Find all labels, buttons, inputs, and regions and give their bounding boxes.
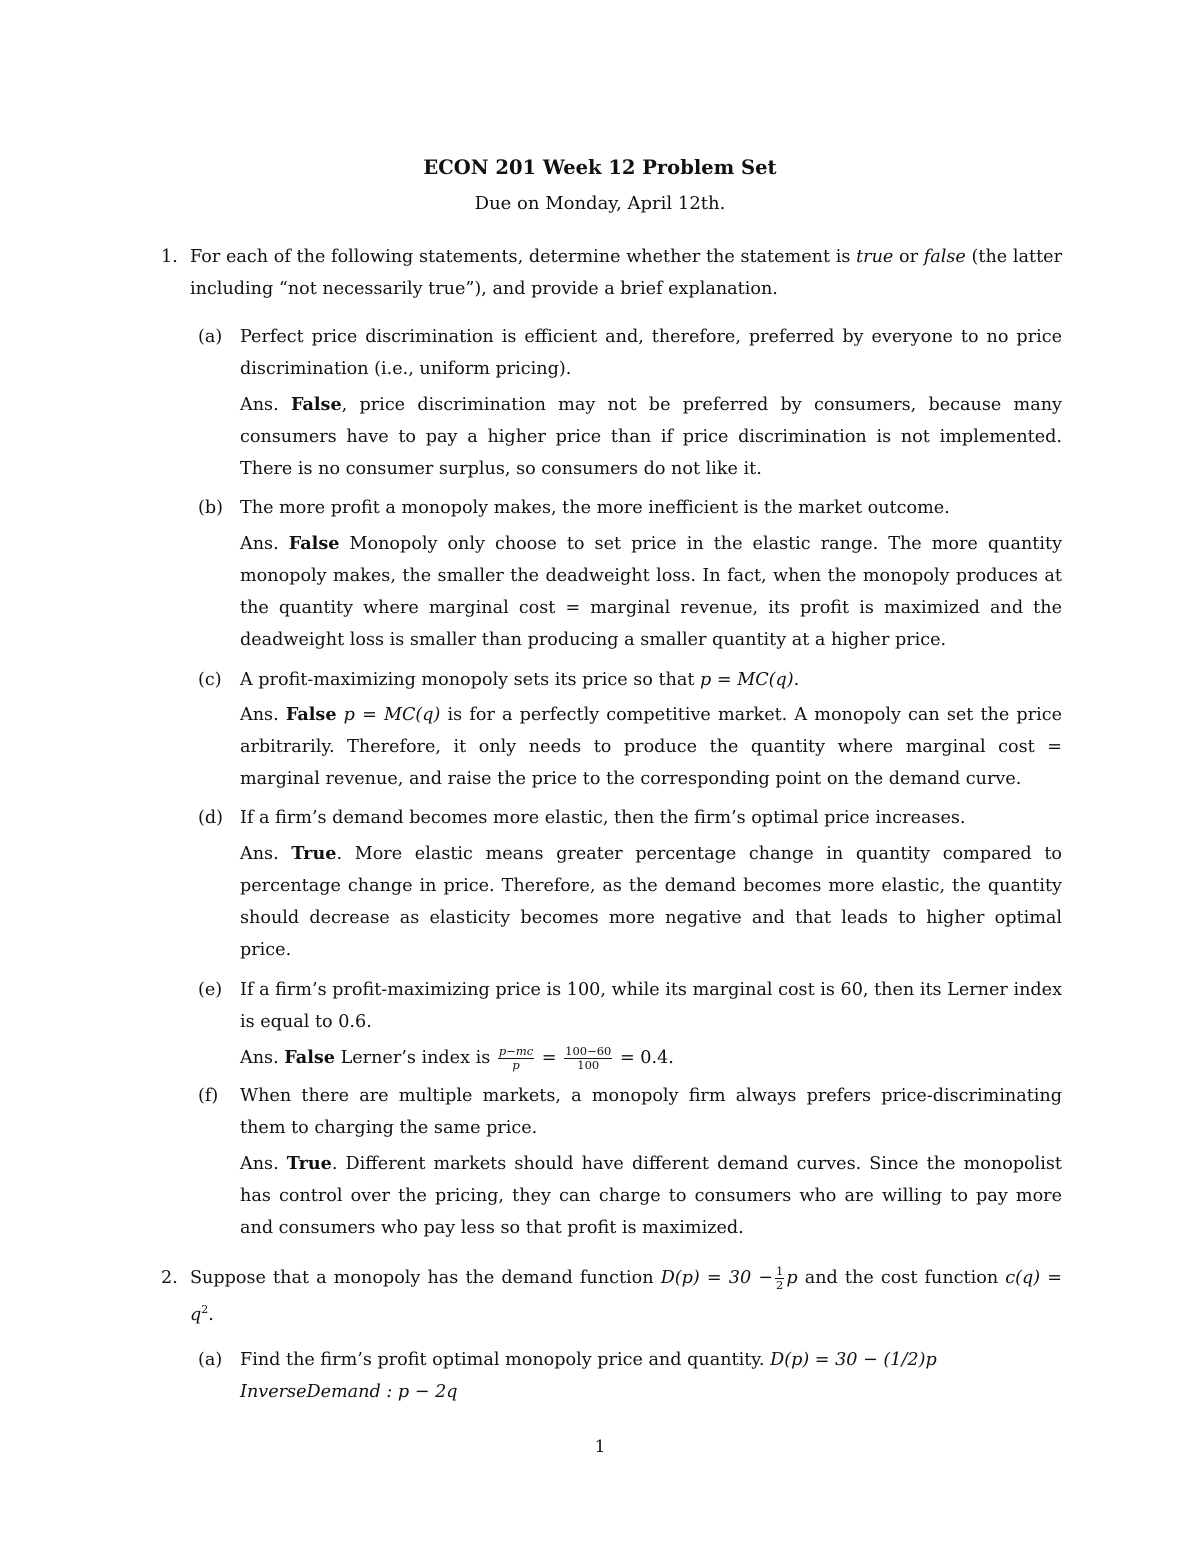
part-f-statement: When there are multiple markets, a monopoly firm always prefers price-discriminating them to charging the same price. xyxy=(240,1086,1062,1138)
part-a-statement: Perfect price discrimination is efficient and, therefore, preferred by everyone to no price discrimination (i.e., uniform pricing). xyxy=(240,327,1062,379)
part-label: (a) xyxy=(198,327,223,347)
part-e-statement: If a firm’s profit-maximizing price is 100, while its marginal cost is 60, then its Lerner index is equal to 0.6. xyxy=(240,980,1062,1032)
part-e-answer: Ans. False Lerner’s index is $\frac{p-mc}{p}$ = $\frac{100-60}{100}$ = 0.4. xyxy=(240,1043,674,1072)
part-label: (b) xyxy=(198,498,223,518)
question-number: 1. xyxy=(161,247,178,267)
part-label: (f) xyxy=(198,1086,219,1106)
question-2-text: Suppose that a monopoly has the demand function D(p) = 30 − $\frac{1}{2}$ p and the cost function $c(q) = q^2$. xyxy=(190,1263,1062,1325)
part-c-statement: A profit-maximizing monopoly sets its price so that p = MC(q). xyxy=(240,670,800,690)
part-label: (e) xyxy=(198,980,223,1000)
page-number: 1 xyxy=(594,1437,606,1457)
part-b-statement: The more profit a monopoly makes, the more inefficient is the market outcome. xyxy=(240,498,950,518)
part-b-answer: Ans. False Monopoly only choose to set price in the elastic range. The more quantity monopoly makes, the smaller the deadweight loss. In fact, when the monopoly produces at the quantity where marginal cost = marginal revenue, its profit is maximized and the deadweight loss is smaller than producing a smaller quantity at a higher price. xyxy=(240,533,1063,650)
half-fraction: $\frac{1}{2}$ xyxy=(776,1263,784,1292)
q2-part-a-text: Find the firm’s profit optimal monopoly price and quantity. D(p) = 30 − (1/2)p xyxy=(240,1350,937,1370)
question-number: 2. xyxy=(161,1268,178,1288)
part-label: (d) xyxy=(198,808,223,828)
part-c-answer: Ans. False p = MC(q) is for a perfectly competitive market. A monopoly can set the price arbitrarily. Therefore, it only needs to produce the quantity where marginal cost = marginal revenue, and raise the price to the corresponding point on the demand curve. xyxy=(240,704,1062,789)
part-f-answer: Ans. True. Different markets should have different demand curves. Since the monopolist has control over the pricing, they can charge to consumers who are willing to pay more and consumers who pay less so that profit is maximized. xyxy=(240,1153,1063,1238)
part-label: (a) xyxy=(198,1350,223,1370)
q2-inverse-demand: InverseDemand : p − 2q xyxy=(240,1382,458,1402)
lerner-numeric-fraction: $\frac{100-60}{100}$ xyxy=(565,1043,612,1072)
question-1-text: For each of the following statements, determine whether the statement is true or false (the latter including “not necessarily true”), and provide a brief explanation. xyxy=(190,247,1062,299)
due-date: Due on Monday, April 12th. xyxy=(474,193,726,214)
page-title: ECON 201 Week 12 Problem Set xyxy=(423,156,777,179)
part-label: (c) xyxy=(198,670,222,690)
lerner-fraction: $\frac{p-mc}{p}$ xyxy=(498,1043,534,1072)
part-a-answer: Ans. False, price discrimination may not be preferred by consumers, because many consumers have to pay a higher price than if price discrimination is not implemented. There is no consumer surplus, so consumers do not like it. xyxy=(240,394,1062,479)
part-d-answer: Ans. True. More elastic means greater percentage change in quantity compared to percentage change in price. Therefore, as the demand becomes more elastic, the quantity should decrease as elasticity becomes more negative and that leads to higher optimal price. xyxy=(240,843,1062,960)
part-d-statement: If a firm’s demand becomes more elastic, then the firm’s optimal price increases. xyxy=(240,808,966,828)
